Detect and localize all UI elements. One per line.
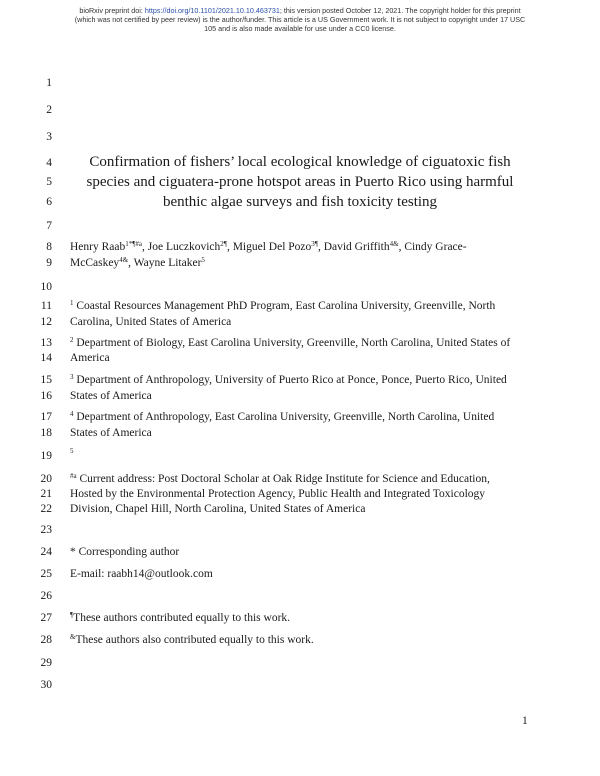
- line-number: 3: [46, 131, 52, 143]
- doi-link[interactable]: https://doi.org/10.1101/2021.10.10.463731: [144, 6, 280, 15]
- title-line: benthic algae surveys and fish toxicity testing: [162, 194, 438, 210]
- line-number: 26: [40, 590, 52, 602]
- line-number: 10: [40, 281, 52, 293]
- affiliation-line: States of America: [70, 427, 152, 439]
- line-number: 9: [46, 257, 52, 269]
- line-number: 15: [40, 374, 52, 386]
- line-number: 28: [40, 634, 52, 646]
- line-number: 29: [40, 657, 52, 669]
- line-number: 22: [40, 503, 52, 515]
- line-number: 19: [40, 450, 52, 462]
- line-number: 25: [40, 568, 52, 580]
- affiliation-line: $^1$ Coastal Resources Management PhD Program, East Carolina University, Greenville, North: [70, 299, 496, 312]
- page-number: 1: [522, 715, 528, 727]
- line-number: 1: [46, 77, 52, 89]
- preprint-header: [0, 6, 600, 33]
- line-number: 17: [40, 411, 52, 423]
- also-equal-contribution-note: &These authors also contributed equally to this work.: [70, 633, 314, 646]
- line-number: 7: [46, 220, 52, 232]
- line-number: 11: [40, 300, 52, 312]
- affiliation-line: Carolina, United States of America: [70, 316, 232, 328]
- line-number: 12: [40, 316, 52, 328]
- affiliation-line: $^4$ Department of Anthropology, East Carolina University, Greenville, North Carolina, United: [70, 410, 495, 423]
- address-line: Division, Chapel Hill, North Carolina, United States of America: [70, 503, 366, 515]
- email: E-mail: raabh14@outlook.com: [70, 568, 213, 580]
- title-line: Confirmation of fishers’ local ecological knowledge of ciguatoxic fish: [89, 154, 511, 170]
- author-line: Henry Raab$^{1*\P\#a}$, Joe Luczkovich$^{2\P}$, Miguel Del Pozo$^{3\P}$, David Griffith$^{4\&}$, Cindy Grace-: [70, 240, 467, 253]
- equal-contribution-note: ¶These authors contributed equally to this work.: [70, 611, 291, 624]
- line-number: 23: [40, 524, 52, 536]
- affiliation-line: $^3$ Department of Anthropology, University of Puerto Rico at Ponce, Ponce, Puerto Rico, United: [70, 373, 507, 386]
- header-line-3: 105 and is also made available for use under a CC0 license.: [204, 24, 396, 33]
- address-line: Hosted by the Environmental Protection Agency, Public Health and Integrated Toxicology: [70, 488, 486, 500]
- corresponding-author: * Corresponding author: [70, 546, 180, 558]
- author-line: McCaskey$^{4\&}$, Wayne Litaker$^5$: [70, 256, 205, 269]
- line-number: 5: [46, 176, 52, 188]
- affiliation-line: $^2$ Department of Biology, East Carolina University, Greenville, North Carolina, United States of: [70, 336, 511, 349]
- line-number: 20: [40, 473, 52, 485]
- line-number: 8: [46, 241, 52, 253]
- line-number: 2: [46, 104, 52, 116]
- line-number: 18: [40, 427, 52, 439]
- line-number: 24: [40, 546, 52, 558]
- affiliation-line: America: [70, 352, 110, 364]
- title-line: species and ciguatera-prone hotspot areas in Puerto Rico using harmful: [86, 174, 514, 190]
- line-number: 27: [40, 612, 52, 624]
- affiliation-line: 5: [70, 447, 74, 455]
- line-number: 30: [40, 679, 52, 691]
- affiliation-line: States of America: [70, 390, 152, 402]
- line-number: 13: [40, 337, 52, 349]
- address-line: $^{\#a}$ Current address: Post Doctoral Scholar at Oak Ridge Institute for Science and Education,: [70, 472, 490, 485]
- line-number: 6: [46, 196, 52, 208]
- header-line-2: (which was not certified by peer review) is the author/funder. This article is a US Government work. It is not subject to copyright under 17 USC: [74, 15, 526, 24]
- line-number: 4: [46, 157, 52, 169]
- line-number: 14: [40, 352, 52, 364]
- line-number: 21: [40, 488, 52, 500]
- header-line-1: bioRxiv preprint doi: https://doi.org/10.1101/2021.10.10.463731; this version posted October 12, 2021. The copyright holder for this preprint: [79, 6, 521, 15]
- line-number: 16: [40, 390, 52, 402]
